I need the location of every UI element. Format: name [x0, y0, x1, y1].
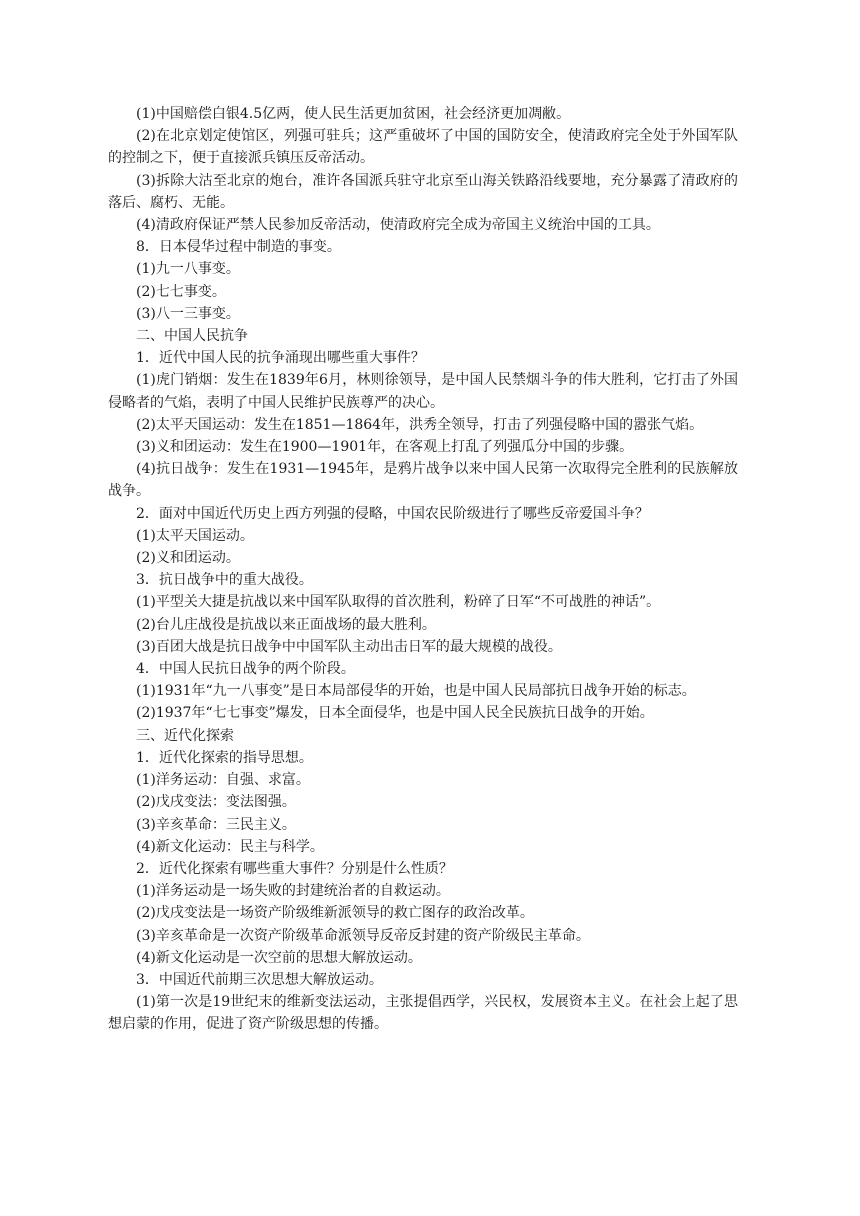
paragraph: (3)八一三事变。 — [136, 305, 240, 322]
paragraph: (1)第一次是19世纪末的维新变法运动，主张提倡西学，兴民权，发展资本主义。在社会上起了思想启蒙的作用，促进了资产阶级思想的传播。 — [108, 994, 738, 1033]
section-heading: 三、近代化探索 — [136, 727, 234, 744]
paragraph: (1)虎门销烟：发生在1839年6月，林则徐领导，是中国人民禁烟斗争的伟大胜利，它打击了外国侵略者的气焰，表明了中国人民维护民族尊严的决心。 — [108, 372, 738, 411]
question-heading: 1．近代中国人民的抗争涌现出哪些重大事件？ — [136, 350, 425, 367]
paragraph: (1)中国赔偿白银4.5亿两，使人民生活更加贫困，社会经济更加凋敝。 — [136, 106, 571, 122]
paragraph: (2)七七事变。 — [136, 283, 226, 300]
paragraph: (4)抗日战争：发生在1931—1945年，是鸦片战争以来中国人民第一次取得完全胜利的民族解放战争。 — [108, 461, 738, 500]
paragraph: (3)辛亥革命是一次资产阶级革命派领导反帝反封建的资产阶级民主革命。 — [136, 927, 590, 944]
paragraph: (2)义和团运动。 — [136, 550, 240, 567]
paragraph: (2)在北京划定使馆区，列强可驻兵；这严重破坏了中国的国防安全，使清政府完全处于外国军队的控制之下，便于直接派兵镇压反帝活动。 — [108, 128, 738, 167]
paragraph: (2)台儿庄战役是抗战以来正面战场的最大胜利。 — [136, 616, 436, 633]
paragraph: (4)清政府保证严禁人民参加反帝活动，使清政府完全成为帝国主义统治中国的工具。 — [136, 217, 660, 234]
question-heading: 3．抗日战争中的重大战役。 — [136, 572, 313, 589]
paragraph: (1)洋务运动是一场失败的封建统治者的自救运动。 — [136, 883, 450, 900]
paragraph: (1)九一八事变。 — [136, 261, 240, 278]
paragraph: (3)辛亥革命：三民主义。 — [136, 816, 296, 833]
paragraph: (1)1931年“九一八事变”是日本局部侵华的开始，也是中国人民局部抗日战争开始的标志。 — [136, 683, 696, 700]
paragraph: (1)太平天国运动。 — [136, 527, 254, 544]
paragraph: (2)1937年“七七事变”爆发，日本全面侵华，也是中国人民全民族抗日战争的开始。 — [136, 705, 654, 722]
question-heading: 2．面对中国近代历史上西方列强的侵略，中国农民阶级进行了哪些反帝爱国斗争？ — [136, 505, 649, 522]
paragraph: (3)百团大战是抗日战争中中国军队主动出击日军的最大规模的战役。 — [136, 638, 562, 655]
question-heading: 8．日本侵华过程中制造的事变。 — [136, 239, 341, 256]
paragraph: (1)洋务运动：自强、求富。 — [136, 772, 310, 789]
section-heading: 二、中国人民抗争 — [136, 328, 248, 345]
paragraph: (1)平型关大捷是抗战以来中国军队取得的首次胜利，粉碎了日军“不可战胜的神话”。 — [136, 594, 661, 611]
document-body — [108, 103, 738, 1036]
paragraph: (2)太平天国运动：发生在1851—1864年，洪秀全领导，打击了列强侵略中国的嚣张气焰。 — [136, 416, 704, 433]
question-heading: 1．近代化探索的指导思想。 — [136, 749, 313, 766]
paragraph: (4)新文化运动：民主与科学。 — [136, 838, 324, 855]
paragraph: (2)戊戌变法是一场资产阶级维新派领导的救亡图存的政治改革。 — [136, 905, 534, 922]
question-heading: 3．中国近代前期三次思想大解放运动。 — [136, 971, 383, 988]
paragraph: (4)新文化运动是一次空前的思想大解放运动。 — [136, 949, 422, 966]
paragraph: (3)拆除大沽至北京的炮台，准许各国派兵驻守北京至山海关铁路沿线要地，充分暴露了清政府的落后、腐朽、无能。 — [108, 172, 738, 211]
paragraph: (2)戊戌变法：变法图强。 — [136, 794, 296, 811]
question-heading: 2．近代化探索有哪些重大事件？分别是什么性质？ — [136, 860, 453, 877]
paragraph: (3)义和团运动：发生在1900—1901年，在客观上打乱了列强瓜分中国的步骤。 — [136, 439, 634, 456]
question-heading: 4．中国人民抗日战争的两个阶段。 — [136, 661, 355, 678]
